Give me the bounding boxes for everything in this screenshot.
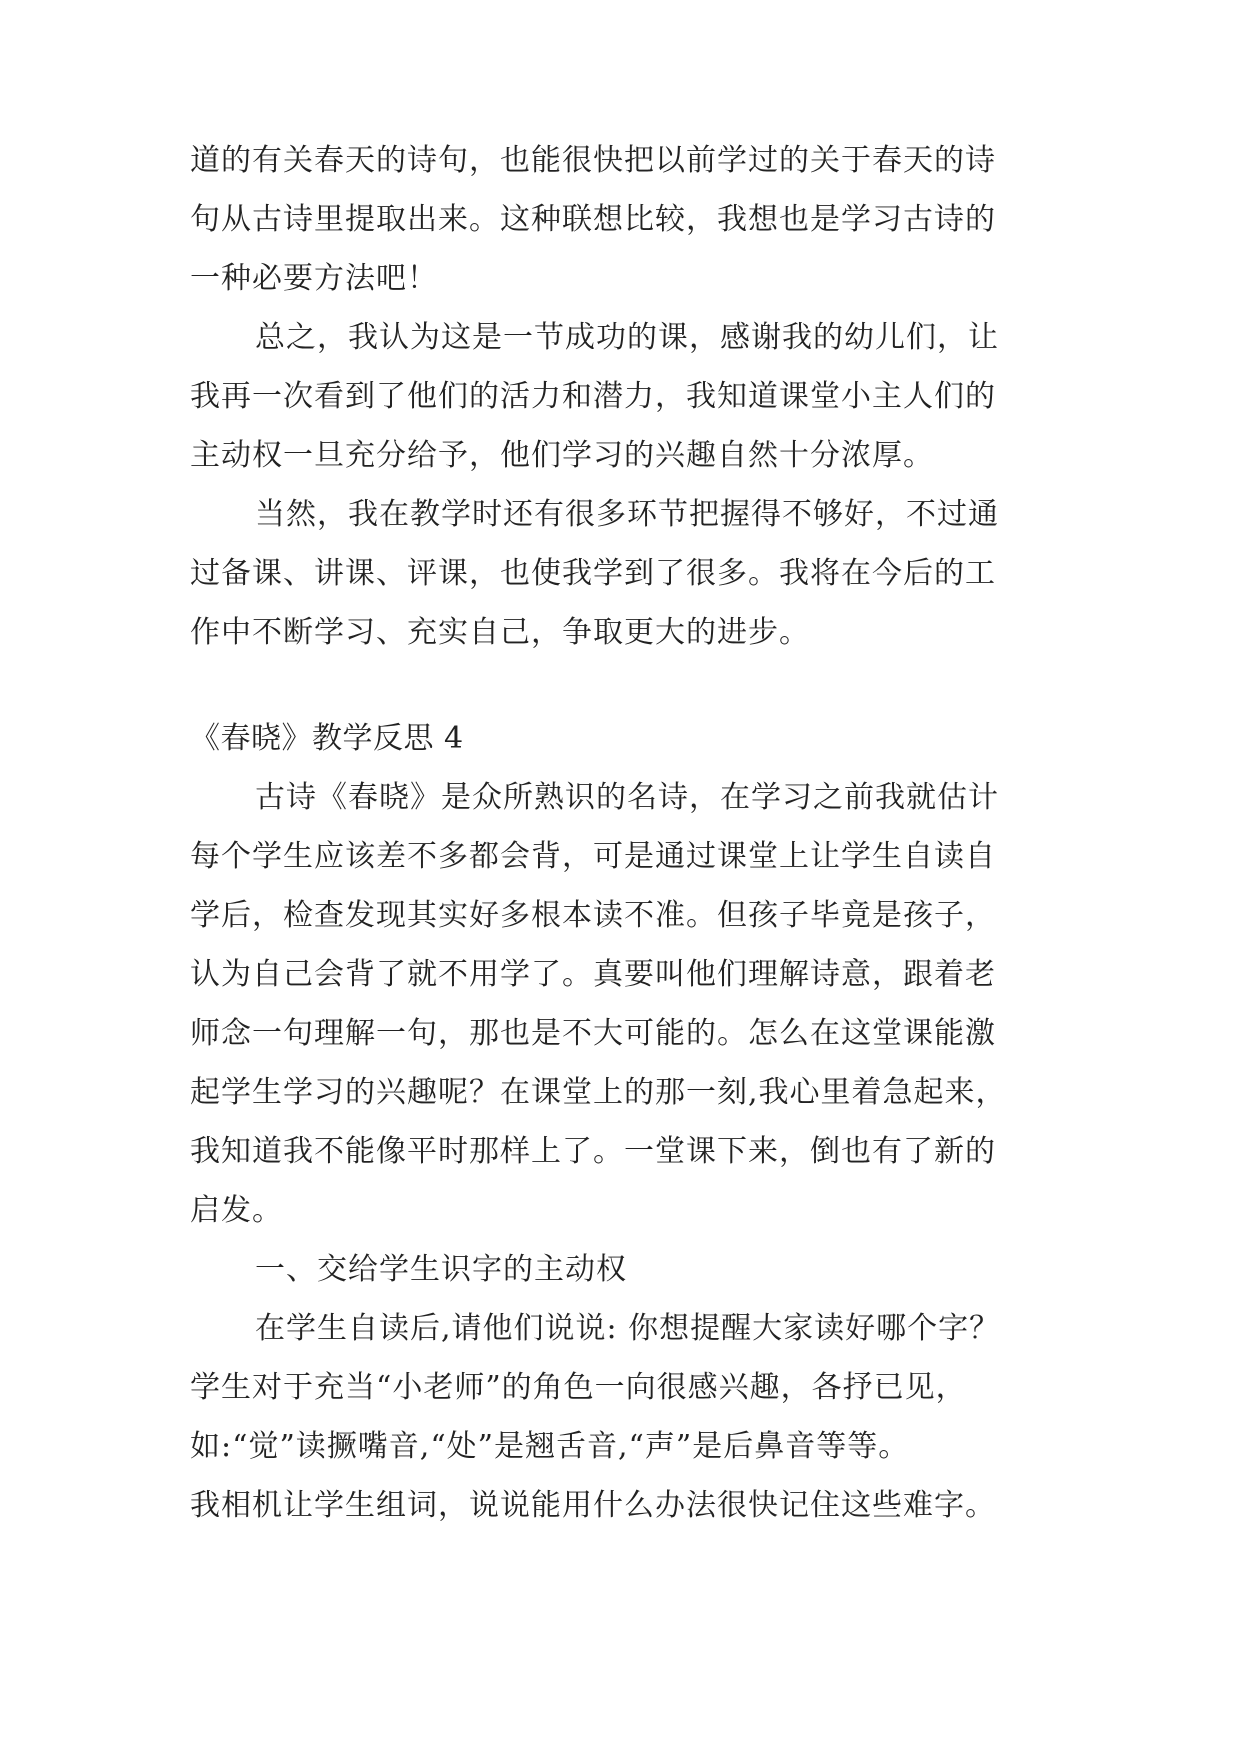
paragraph-3-line-2: 过备课、讲课、评课，也使我学到了很多。我将在今后的工 bbox=[190, 556, 996, 591]
section-paragraph-1-line-2: 每个学生应该差不多都会背，可是通过课堂上让学生自读自 bbox=[190, 839, 996, 874]
paragraph-2-line-1: 总之，我认为这是一节成功的课，感谢我的幼儿们，让 bbox=[255, 320, 999, 355]
paragraph-1-line-1: 道的有关春天的诗句，也能很快把以前学过的关于春天的诗 bbox=[190, 143, 996, 178]
section-paragraph-3-line-4: 我相机让学生组词，说说能用什么办法很快记住这些难字。 bbox=[190, 1488, 996, 1523]
section-paragraph-1-line-3: 学后，检查发现其实好多根本读不准。但孩子毕竟是孩子， bbox=[190, 898, 996, 933]
section-paragraph-1-line-4: 认为自己会背了就不用学了。真要叫他们理解诗意，跟着老 bbox=[190, 957, 996, 992]
section-title: 《春晓》教学反思 4 bbox=[190, 721, 464, 756]
paragraph-2-line-2: 我再一次看到了他们的活力和潜力，我知道课堂小主人们的 bbox=[190, 379, 996, 414]
section-paragraph-3-line-2: 学生对于充当“小老师”的角色一向很感兴趣，各抒已见， bbox=[190, 1370, 967, 1405]
paragraph-3-line-1: 当然，我在教学时还有很多环节把握得不够好，不过通 bbox=[255, 497, 999, 532]
paragraph-3-line-3: 作中不断学习、充实自己，争取更大的进步。 bbox=[190, 615, 810, 650]
section-paragraph-1-line-1: 古诗《春晓》是众所熟识的名诗，在学习之前我就估计 bbox=[255, 780, 999, 815]
paragraph-1-line-2: 句从古诗里提取出来。这种联想比较，我想也是学习古诗的 bbox=[190, 202, 996, 237]
paragraph-1-line-3: 一种必要方法吧！ bbox=[190, 261, 438, 296]
section-paragraph-1-line-7: 我知道我不能像平时那样上了。一堂课下来，倒也有了新的 bbox=[190, 1134, 996, 1169]
section-paragraph-3-line-3: 如:“觉”读撅嘴音,“处”是翘舌音,“声”是后鼻音等等。 bbox=[190, 1429, 910, 1464]
section-paragraph-1-line-8: 启发。 bbox=[190, 1193, 283, 1228]
paragraph-2-line-3: 主动权一旦充分给予，他们学习的兴趣自然十分浓厚。 bbox=[190, 438, 934, 473]
section-paragraph-1-line-5: 师念一句理解一句，那也是不大可能的。怎么在这堂课能激 bbox=[190, 1016, 996, 1051]
section-paragraph-1-line-6: 起学生学习的兴趣呢？在课堂上的那一刻,我心里着急起来， bbox=[190, 1075, 1007, 1110]
subheading-1: 一、交给学生识字的主动权 bbox=[255, 1252, 627, 1287]
section-paragraph-3-line-1: 在学生自读后,请他们说说: 你想提醒大家读好哪个字？ bbox=[255, 1311, 1001, 1346]
